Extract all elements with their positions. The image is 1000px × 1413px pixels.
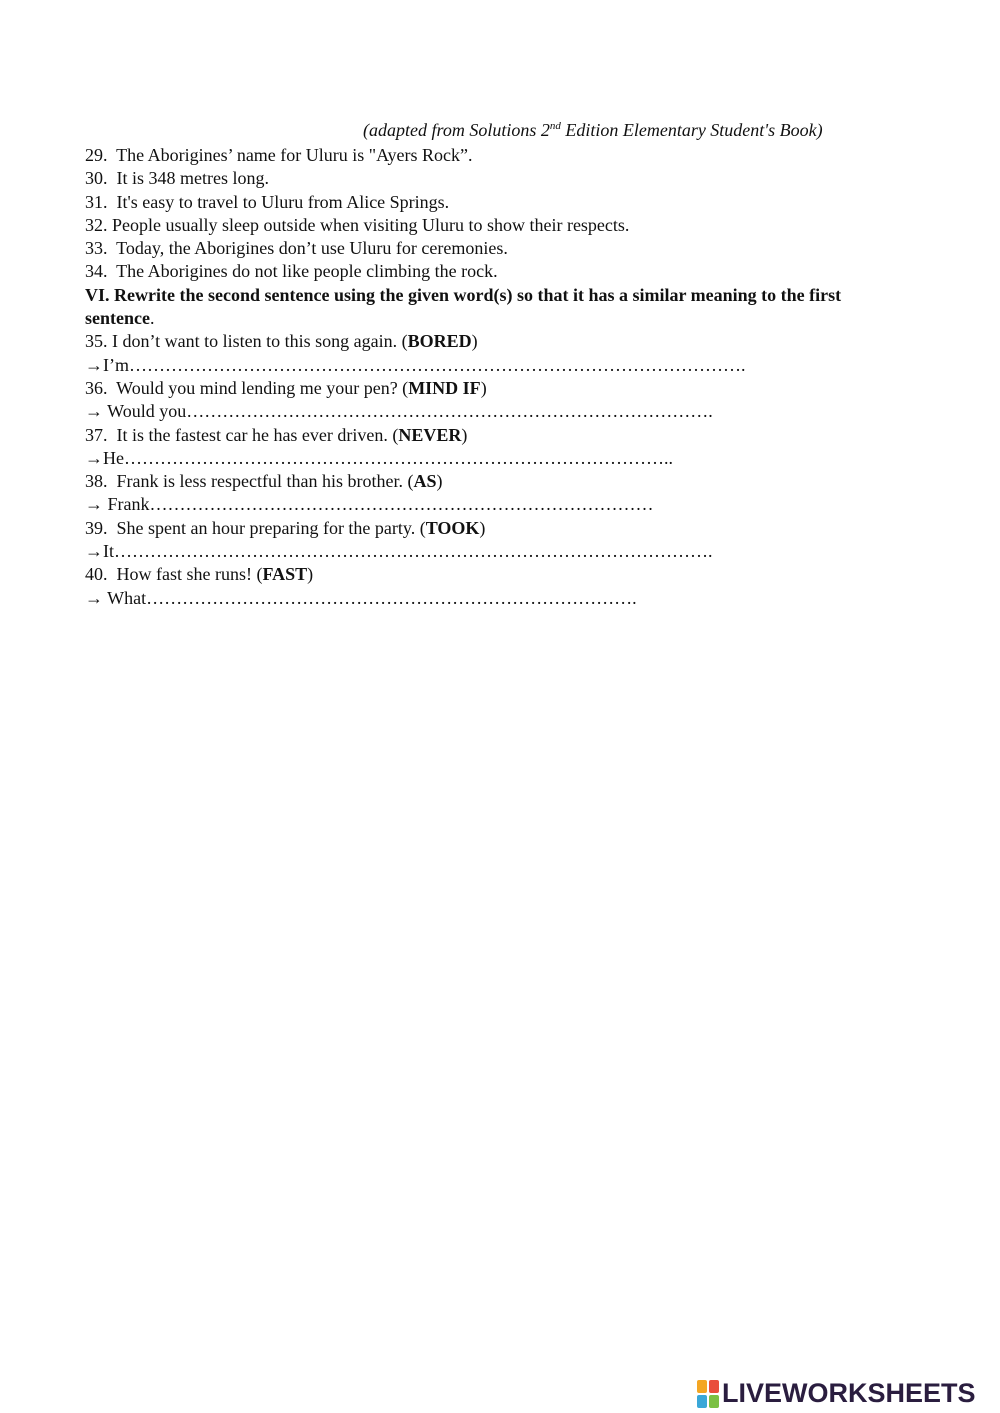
answer-line[interactable]: →He……………………………………………………………………………….. xyxy=(85,447,673,468)
statement-item: 33. Today, the Aborigines don’t use Uluru for ceremonies. xyxy=(85,238,508,259)
worksheet-content xyxy=(85,144,885,610)
rewrite-list xyxy=(85,330,885,610)
keyword: NEVER xyxy=(398,424,462,445)
true-false-list xyxy=(85,144,885,284)
rewrite-question: 35. I don’t want to listen to this song again. (BORED) xyxy=(85,331,478,352)
rewrite-question: 39. She spent an hour preparing for the party. (TOOK) xyxy=(85,517,486,538)
statement-item: 31. It's easy to travel to Uluru from Alice Springs. xyxy=(85,191,450,212)
keyword: MIND IF xyxy=(408,377,481,398)
statement-item: 32. People usually sleep outside when visiting Uluru to show their respects. xyxy=(85,214,630,235)
answer-line[interactable]: →It………………………………………………………………………………………. xyxy=(85,541,713,562)
answer-line[interactable]: →I’m…………………………………………………………………………………………. xyxy=(85,354,746,375)
keyword: TOOK xyxy=(425,517,480,538)
keyword: FAST xyxy=(262,564,308,585)
answer-line[interactable]: → Frank………………………………………………………………………… xyxy=(85,494,654,515)
rewrite-question: 37. It is the fastest car he has ever driven. (NEVER) xyxy=(85,424,468,445)
liveworksheets-logo-icon xyxy=(697,1380,719,1408)
rewrite-question: 40. How fast she runs! (FAST) xyxy=(85,564,314,585)
statement-item: 34. The Aborigines do not like people climbing the rock. xyxy=(85,261,498,282)
statement-item: 29. The Aborigines’ name for Uluru is "Ayers Rock”. xyxy=(85,145,473,165)
rewrite-question: 36. Would you mind lending me your pen? (MIND IF) xyxy=(85,377,487,398)
section-vi-heading: VI. Rewrite the second sentence using the given word(s) so that it has a similar meaning to the first sentence. xyxy=(85,284,842,329)
answer-line[interactable]: → Would you……………………………………………………………………………. xyxy=(85,401,713,422)
statement-item: 30. It is 348 metres long. xyxy=(85,168,269,189)
answer-line[interactable]: → What………………………………………………………………………. xyxy=(85,587,637,608)
keyword: AS xyxy=(413,471,437,492)
liveworksheets-logo[interactable] xyxy=(697,1378,976,1409)
source-citation: (adapted from Solutions 2nd Edition Elementary Student's Book) xyxy=(363,120,823,140)
logo-text: LIVEWORKSHEETS xyxy=(722,1378,976,1408)
rewrite-question: 38. Frank is less respectful than his brother. (AS) xyxy=(85,471,443,492)
keyword: BORED xyxy=(407,331,472,352)
